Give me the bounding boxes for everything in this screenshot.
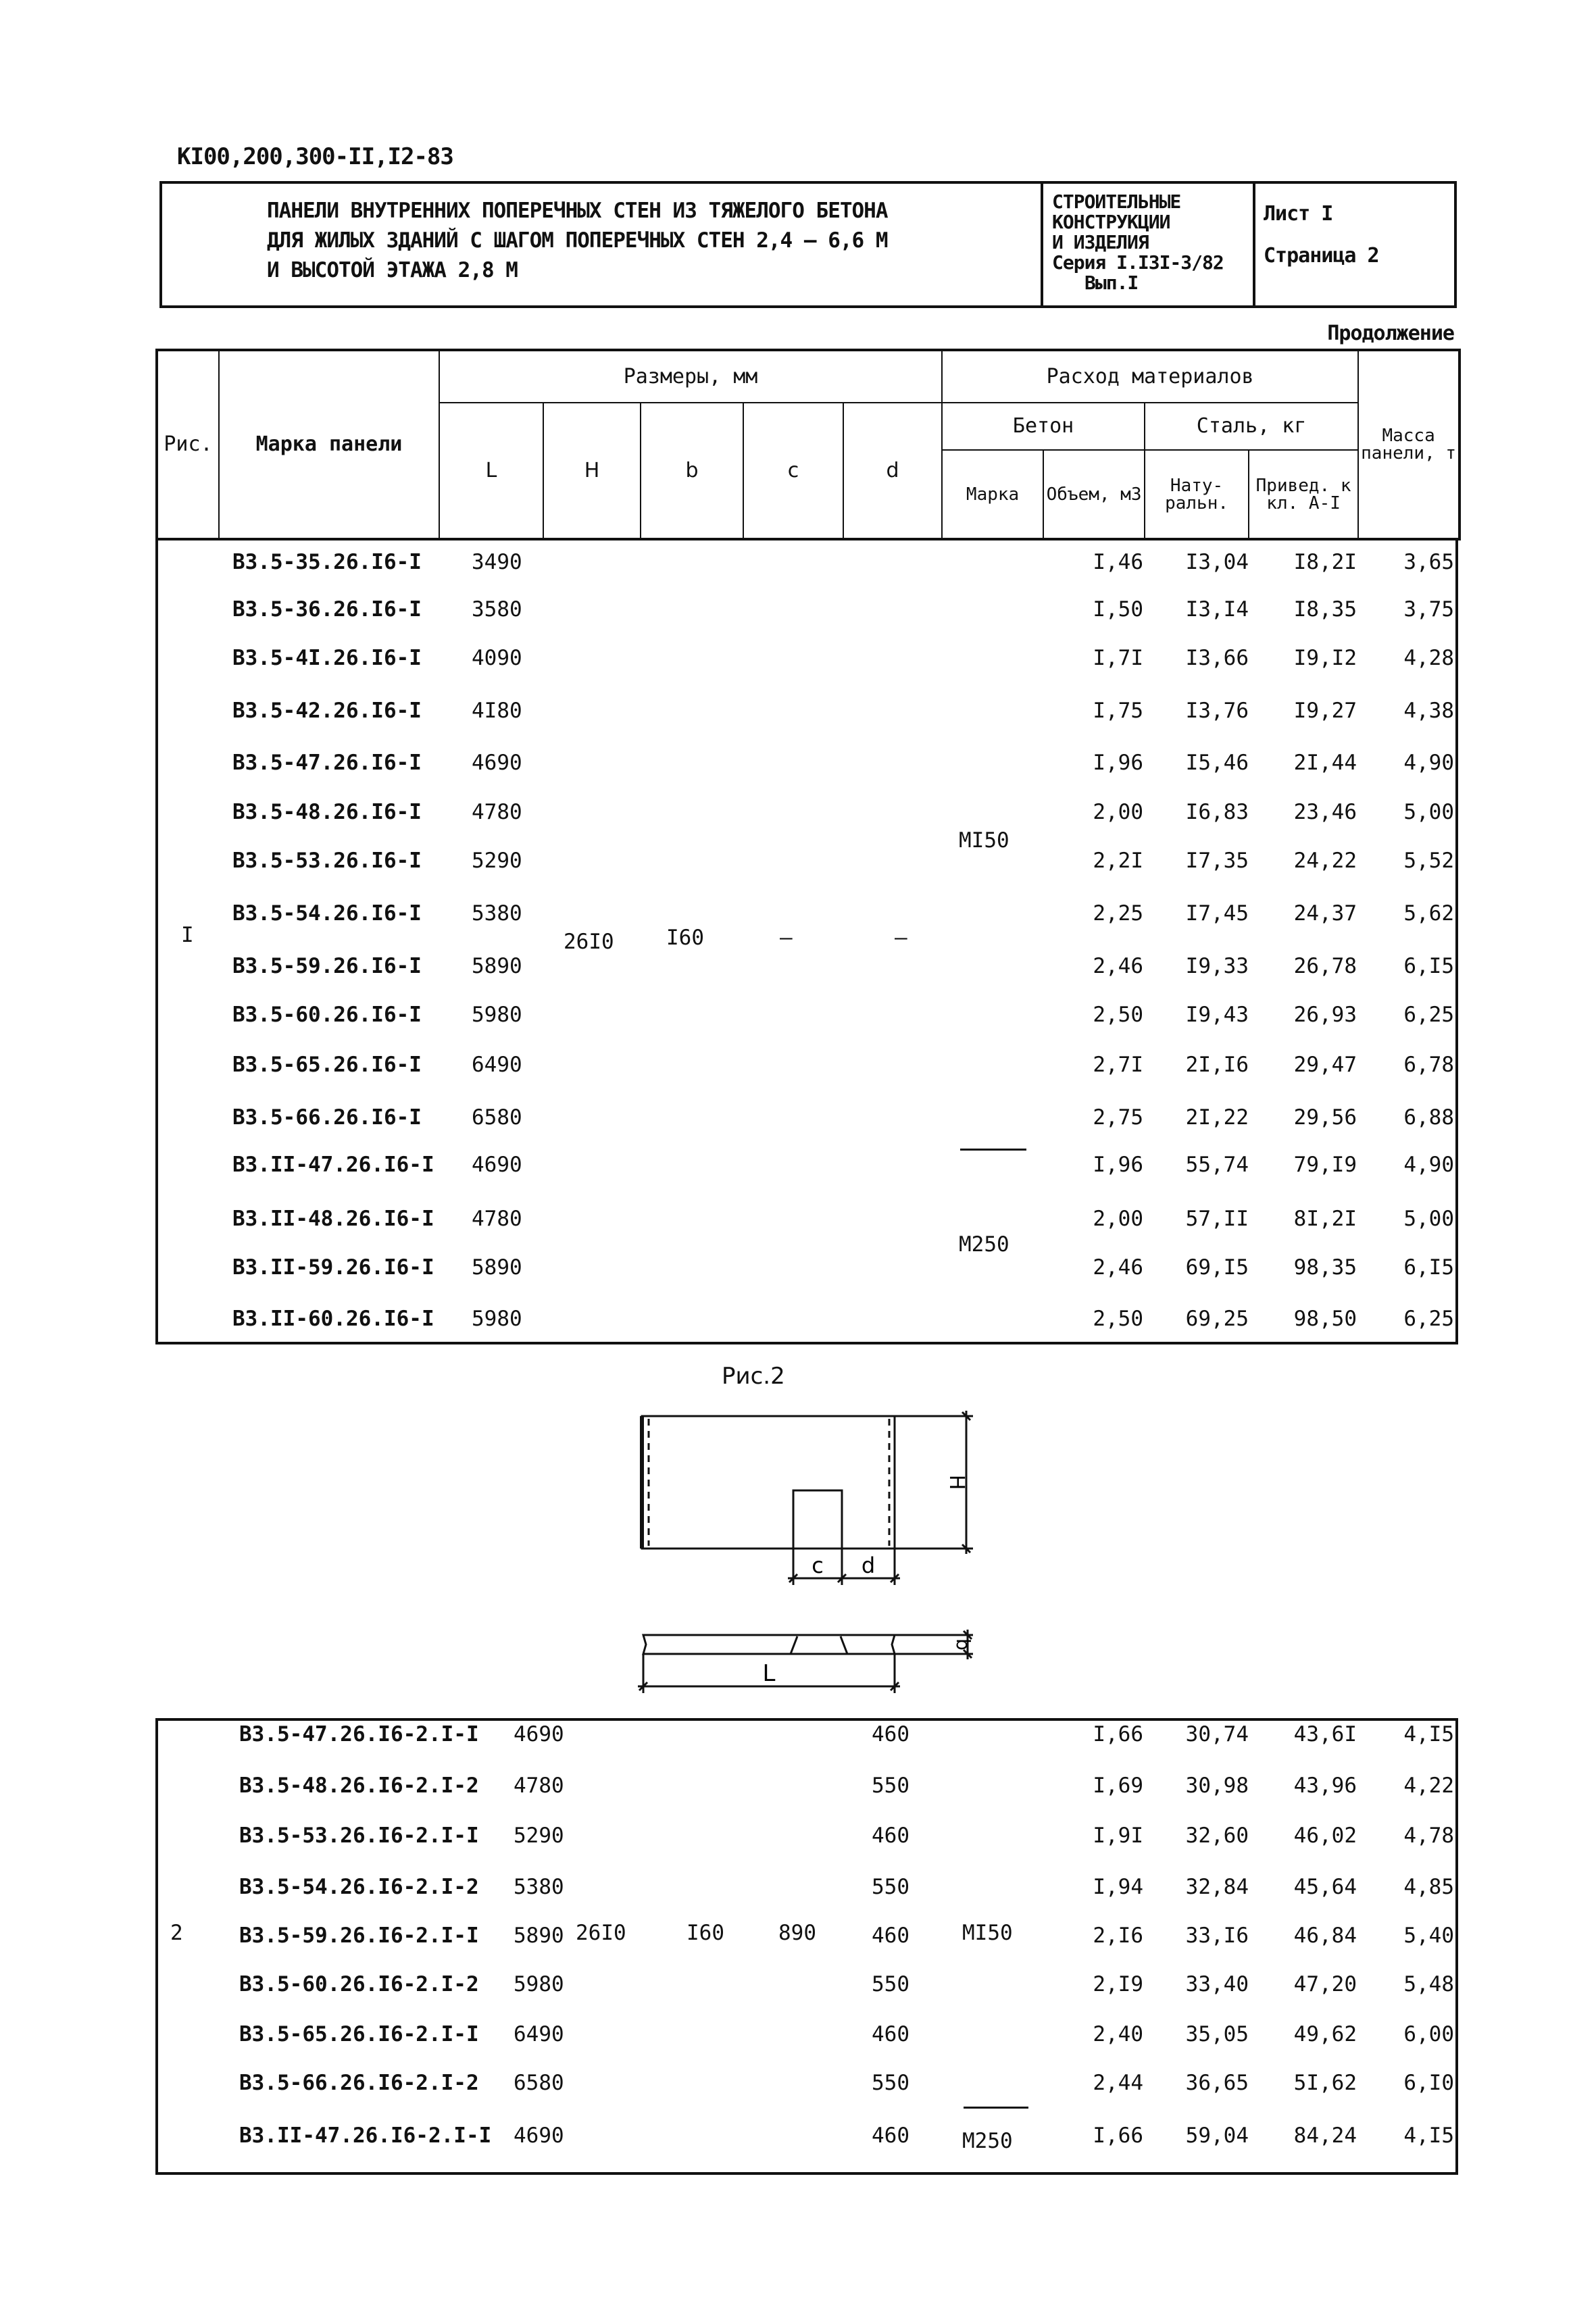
volume-value: 2,00 xyxy=(1093,1207,1143,1231)
length-value: 6580 xyxy=(514,2071,564,2095)
d-value: 550 xyxy=(872,1774,909,1798)
steel-reduced-value: I9,27 xyxy=(1293,699,1357,723)
height-label: H xyxy=(945,1474,968,1490)
mass-value: 5,48 xyxy=(1403,1972,1454,1996)
volume-value: I,7I xyxy=(1093,646,1143,670)
sheet-block xyxy=(1264,193,1379,277)
steel-reduced-value: 23,46 xyxy=(1293,800,1357,824)
mass-value: 5,40 xyxy=(1403,1923,1454,1948)
concrete-grade: М250 xyxy=(959,1232,1009,1257)
steel-reduced-value: 26,78 xyxy=(1293,954,1357,978)
header-grade: Марка xyxy=(942,450,1043,539)
steel-reduced-value: 43,96 xyxy=(1293,1774,1357,1798)
steel-natural-value: 55,74 xyxy=(1185,1153,1249,1177)
category-line: Серия I.I3I-3/82 xyxy=(1052,251,1224,274)
length-value: 3580 xyxy=(472,597,522,622)
steel-natural-value: I9,33 xyxy=(1185,954,1249,978)
mass-value: 6,78 xyxy=(1403,1053,1454,1077)
volume-value: I,66 xyxy=(1093,1722,1143,1746)
panel-mark: В3.5-66.26.I6-I xyxy=(232,1105,422,1130)
volume-value: I,50 xyxy=(1093,597,1143,622)
mass-value: 4,28 xyxy=(1403,646,1454,670)
header-mark: Марка панели xyxy=(219,350,439,539)
panel-mark: В3.5-60.26.I6-2.I-2 xyxy=(239,1972,479,1996)
panel-drawing xyxy=(608,1392,987,1716)
steel-natural-value: I9,43 xyxy=(1185,1003,1249,1027)
volume-value: I,94 xyxy=(1093,1875,1143,1899)
volume-value: I,9I xyxy=(1093,1823,1143,1848)
panel-mark: В3.5-59.26.I6-2.I-I xyxy=(239,1923,479,1948)
volume-value: 2,I9 xyxy=(1093,1972,1143,1996)
length-value: 5290 xyxy=(514,1823,564,1848)
d-value: – xyxy=(895,926,907,950)
mass-value: 5,52 xyxy=(1403,849,1454,873)
d-value: 550 xyxy=(872,2071,909,2095)
steel-natural-value: 59,04 xyxy=(1185,2123,1249,2148)
length-value: 4690 xyxy=(514,2123,564,2148)
panel-mark: В3.5-47.26.I6-2.I-I xyxy=(239,1722,479,1746)
length-value: 3490 xyxy=(472,550,522,574)
steel-natural-value: 2I,22 xyxy=(1185,1105,1249,1130)
volume-value: I,75 xyxy=(1093,699,1143,723)
volume-value: 2,46 xyxy=(1093,954,1143,978)
steel-natural-value: 30,74 xyxy=(1185,1722,1249,1746)
mass-value: 4,I5 xyxy=(1403,1722,1454,1746)
title-line: ДЛЯ ЖИЛЫХ ЗДАНИЙ С ШАГОМ ПОПЕРЕЧНЫХ СТЕН 2,4 – 6,6 М xyxy=(267,228,888,253)
steel-natural-value: 36,65 xyxy=(1185,2071,1249,2095)
fig-number: I xyxy=(181,923,194,947)
steel-reduced-value: 29,56 xyxy=(1293,1105,1357,1130)
category-line: КОНСТРУКЦИИ xyxy=(1052,211,1170,233)
header-sizes: Размеры, мм xyxy=(439,350,942,403)
panel-mark: В3.5-4I.26.I6-I xyxy=(232,646,422,670)
panel-mark: В3.II-47.26.I6-2.I-I xyxy=(239,2123,492,2148)
steel-natural-value: I7,35 xyxy=(1185,849,1249,873)
header-d: d xyxy=(843,403,942,539)
steel-reduced-value: 29,47 xyxy=(1293,1053,1357,1077)
length-value: 4780 xyxy=(472,1207,522,1231)
volume-value: 2,46 xyxy=(1093,1255,1143,1280)
steel-natural-value: 35,05 xyxy=(1185,2022,1249,2046)
steel-reduced-value: I9,I2 xyxy=(1293,646,1357,670)
length-value: 4780 xyxy=(514,1774,564,1798)
thickness-value: I60 xyxy=(687,1921,724,1945)
steel-reduced-value: 46,02 xyxy=(1293,1823,1357,1848)
thickness-label: b xyxy=(952,1638,974,1651)
steel-natural-value: 2I,I6 xyxy=(1185,1053,1249,1077)
mass-value: 6,I5 xyxy=(1403,1255,1454,1280)
length-value: 5890 xyxy=(472,954,522,978)
fig-number: 2 xyxy=(170,1921,183,1945)
mass-value: 4,22 xyxy=(1403,1774,1454,1798)
volume-value: 2,00 xyxy=(1093,800,1143,824)
panel-mark: В3.5-60.26.I6-I xyxy=(232,1003,422,1027)
mass-value: 4,90 xyxy=(1403,751,1454,775)
steel-natural-value: 57,II xyxy=(1185,1207,1249,1231)
document-title xyxy=(267,196,888,285)
panel-mark: В3.5-65.26.I6-I xyxy=(232,1053,422,1077)
d-value: 550 xyxy=(872,1875,909,1899)
mass-value: 6,00 xyxy=(1403,2022,1454,2046)
panel-mark: В3.5-54.26.I6-2.I-2 xyxy=(239,1875,479,1899)
length-value: 6580 xyxy=(472,1105,522,1130)
steel-reduced-value: 8I,2I xyxy=(1293,1207,1357,1231)
panel-mark: В3.5-53.26.I6-I xyxy=(232,849,422,873)
d-value: 460 xyxy=(872,1923,909,1948)
mass-value: 6,88 xyxy=(1403,1105,1454,1130)
mass-value: 4,I5 xyxy=(1403,2123,1454,2148)
steel-reduced-value: 98,50 xyxy=(1293,1307,1357,1331)
category-line: Вып.I xyxy=(1084,272,1139,294)
d-value: 460 xyxy=(872,2022,909,2046)
sheet-number: Лист I xyxy=(1264,202,1333,226)
mass-value: 4,38 xyxy=(1403,699,1454,723)
mass-value: 6,I0 xyxy=(1403,2071,1454,2095)
header-materials: Расход материалов xyxy=(942,350,1358,403)
header-b: b xyxy=(641,403,743,539)
steel-natural-value: I6,83 xyxy=(1185,800,1249,824)
header-reduced: Привед. к кл. А-I xyxy=(1249,450,1358,539)
volume-value: 2,25 xyxy=(1093,901,1143,926)
length-label: L xyxy=(762,1660,776,1687)
steel-natural-value: I3,I4 xyxy=(1185,597,1249,622)
c-label: c xyxy=(812,1553,824,1578)
header-H: H xyxy=(543,403,641,539)
length-value: 4690 xyxy=(514,1722,564,1746)
length-value: 4090 xyxy=(472,646,522,670)
volume-value: 2,2I xyxy=(1093,849,1143,873)
title-block xyxy=(159,181,1457,308)
grade-separator xyxy=(960,1149,1026,1151)
series-block xyxy=(1052,192,1224,293)
length-value: 5890 xyxy=(472,1255,522,1280)
mass-value: 4,90 xyxy=(1403,1153,1454,1177)
steel-reduced-value: 79,I9 xyxy=(1293,1153,1357,1177)
length-value: 5290 xyxy=(472,849,522,873)
steel-reduced-value: 2I,44 xyxy=(1293,751,1357,775)
steel-reduced-value: I8,2I xyxy=(1293,550,1357,574)
document-code: КI00,200,300-II,I2-83 xyxy=(177,143,453,170)
page-number: Страница 2 xyxy=(1264,244,1379,268)
panel-mark: В3.5-59.26.I6-I xyxy=(232,954,422,978)
steel-natural-value: 69,I5 xyxy=(1185,1255,1249,1280)
concrete-grade: МI50 xyxy=(962,1921,1013,1945)
header-concrete: Бетон xyxy=(942,403,1145,450)
panel-section xyxy=(643,1635,895,1654)
steel-reduced-value: 47,20 xyxy=(1293,1972,1357,1996)
mass-value: 6,25 xyxy=(1403,1003,1454,1027)
d-value: 460 xyxy=(872,1823,909,1848)
header-mass: Масса панели, т xyxy=(1358,350,1460,539)
steel-reduced-value: 46,84 xyxy=(1293,1923,1357,1948)
volume-value: 2,I6 xyxy=(1093,1923,1143,1948)
volume-value: I,46 xyxy=(1093,550,1143,574)
mass-value: 3,65 xyxy=(1403,550,1454,574)
concrete-grade: М250 xyxy=(962,2129,1013,2153)
panel-mark: В3.5-53.26.I6-2.I-I xyxy=(239,1823,479,1848)
length-value: 5380 xyxy=(472,901,522,926)
length-value: 4780 xyxy=(472,800,522,824)
volume-value: 2,44 xyxy=(1093,2071,1143,2095)
d-value: 550 xyxy=(872,1972,909,1996)
volume-value: I,96 xyxy=(1093,1153,1143,1177)
steel-reduced-value: 98,35 xyxy=(1293,1255,1357,1280)
mass-value: 3,75 xyxy=(1403,597,1454,622)
panel-mark: В3.5-36.26.I6-I xyxy=(232,597,422,622)
thickness-value: I60 xyxy=(666,926,704,950)
steel-reduced-value: 49,62 xyxy=(1293,2022,1357,2046)
panel-mark: В3.5-66.26.I6-2.I-2 xyxy=(239,2071,479,2095)
steel-reduced-value: 24,37 xyxy=(1293,901,1357,926)
panel-mark: В3.5-42.26.I6-I xyxy=(232,699,422,723)
steel-reduced-value: 43,6I xyxy=(1293,1722,1357,1746)
steel-reduced-value: 84,24 xyxy=(1293,2123,1357,2148)
volume-value: 2,50 xyxy=(1093,1307,1143,1331)
header-steel: Сталь, кг xyxy=(1145,403,1358,450)
height-value: 26I0 xyxy=(576,1921,626,1945)
mass-value: 5,62 xyxy=(1403,901,1454,926)
mass-value: 5,00 xyxy=(1403,800,1454,824)
volume-value: I,69 xyxy=(1093,1774,1143,1798)
steel-reduced-value: 45,64 xyxy=(1293,1875,1357,1899)
steel-natural-value: 33,I6 xyxy=(1185,1923,1249,1948)
continuation-label: Продолжение xyxy=(1327,322,1454,345)
volume-value: 2,75 xyxy=(1093,1105,1143,1130)
length-value: 4I80 xyxy=(472,699,522,723)
steel-natural-value: I3,04 xyxy=(1185,550,1249,574)
panel-mark: В3.5-65.26.I6-2.I-I xyxy=(239,2022,479,2046)
mass-value: 4,85 xyxy=(1403,1875,1454,1899)
table-header xyxy=(155,349,1461,540)
steel-natural-value: I7,45 xyxy=(1185,901,1249,926)
panel-mark: В3.II-59.26.I6-I xyxy=(232,1255,434,1280)
length-value: 5380 xyxy=(514,1875,564,1899)
steel-reduced-value: 26,93 xyxy=(1293,1003,1357,1027)
panel-mark: В3.5-48.26.I6-2.I-2 xyxy=(239,1774,479,1798)
panel-mark: В3.II-60.26.I6-I xyxy=(232,1307,434,1331)
mass-value: 5,00 xyxy=(1403,1207,1454,1231)
d-value: 460 xyxy=(872,2123,909,2148)
mass-value: 6,25 xyxy=(1403,1307,1454,1331)
table-2-body xyxy=(155,1718,1458,2175)
header-fig: Рис. xyxy=(157,350,219,539)
steel-natural-value: 33,40 xyxy=(1185,1972,1249,1996)
mass-value: 4,78 xyxy=(1403,1823,1454,1848)
steel-reduced-value: 5I,62 xyxy=(1293,2071,1357,2095)
panel-mark: В3.5-35.26.I6-I xyxy=(232,550,422,574)
steel-natural-value: I3,66 xyxy=(1185,646,1249,670)
panel-elevation xyxy=(642,1416,895,1549)
steel-natural-value: 32,60 xyxy=(1185,1823,1249,1848)
panel-mark: В3.II-47.26.I6-I xyxy=(232,1153,434,1177)
header-natural: Нату-ральн. xyxy=(1145,450,1249,539)
title-line: И ВЫСОТОЙ ЭТАЖА 2,8 М xyxy=(267,258,518,282)
category-line: И ИЗДЕЛИЯ xyxy=(1052,231,1149,253)
steel-reduced-value: 24,22 xyxy=(1293,849,1357,873)
grade-separator xyxy=(964,2107,1028,2109)
header-L: L xyxy=(439,403,543,539)
length-value: 5980 xyxy=(472,1307,522,1331)
panel-mark: В3.5-54.26.I6-I xyxy=(232,901,422,926)
steel-natural-value: 30,98 xyxy=(1185,1774,1249,1798)
height-value: 26I0 xyxy=(564,930,614,954)
title-line: ПАНЕЛИ ВНУТРЕННИХ ПОПЕРЕЧНЫХ СТЕН ИЗ ТЯЖЕЛОГО БЕТОНА xyxy=(267,199,888,223)
length-value: 5980 xyxy=(514,1972,564,1996)
steel-natural-value: 32,84 xyxy=(1185,1875,1249,1899)
volume-value: 2,40 xyxy=(1093,2022,1143,2046)
d-label: d xyxy=(861,1553,876,1578)
panel-mark: В3.5-47.26.I6-I xyxy=(232,751,422,775)
steel-natural-value: 69,25 xyxy=(1185,1307,1249,1331)
table-1-body xyxy=(155,540,1458,1344)
mass-value: 6,I5 xyxy=(1403,954,1454,978)
volume-value: 2,50 xyxy=(1093,1003,1143,1027)
concrete-grade: МI50 xyxy=(959,828,1009,853)
header-c: c xyxy=(743,403,843,539)
steel-natural-value: I3,76 xyxy=(1185,699,1249,723)
volume-value: I,96 xyxy=(1093,751,1143,775)
steel-natural-value: I5,46 xyxy=(1185,751,1249,775)
c-value: – xyxy=(780,926,793,950)
volume-value: 2,7I xyxy=(1093,1053,1143,1077)
panel-mark: В3.II-48.26.I6-I xyxy=(232,1207,434,1231)
length-value: 5980 xyxy=(472,1003,522,1027)
length-value: 4690 xyxy=(472,1153,522,1177)
volume-value: I,66 xyxy=(1093,2123,1143,2148)
length-value: 4690 xyxy=(472,751,522,775)
d-value: 460 xyxy=(872,1722,909,1746)
figure-caption: Рис.2 xyxy=(722,1363,785,1390)
panel-mark: В3.5-48.26.I6-I xyxy=(232,800,422,824)
length-value: 5890 xyxy=(514,1923,564,1948)
category-line: СТРОИТЕЛЬНЫЕ xyxy=(1052,191,1181,213)
header-volume: Объем, м3 xyxy=(1043,450,1145,539)
c-value: 890 xyxy=(778,1921,816,1945)
length-value: 6490 xyxy=(514,2022,564,2046)
door-opening xyxy=(793,1490,842,1549)
length-value: 6490 xyxy=(472,1053,522,1077)
steel-reduced-value: I8,35 xyxy=(1293,597,1357,622)
